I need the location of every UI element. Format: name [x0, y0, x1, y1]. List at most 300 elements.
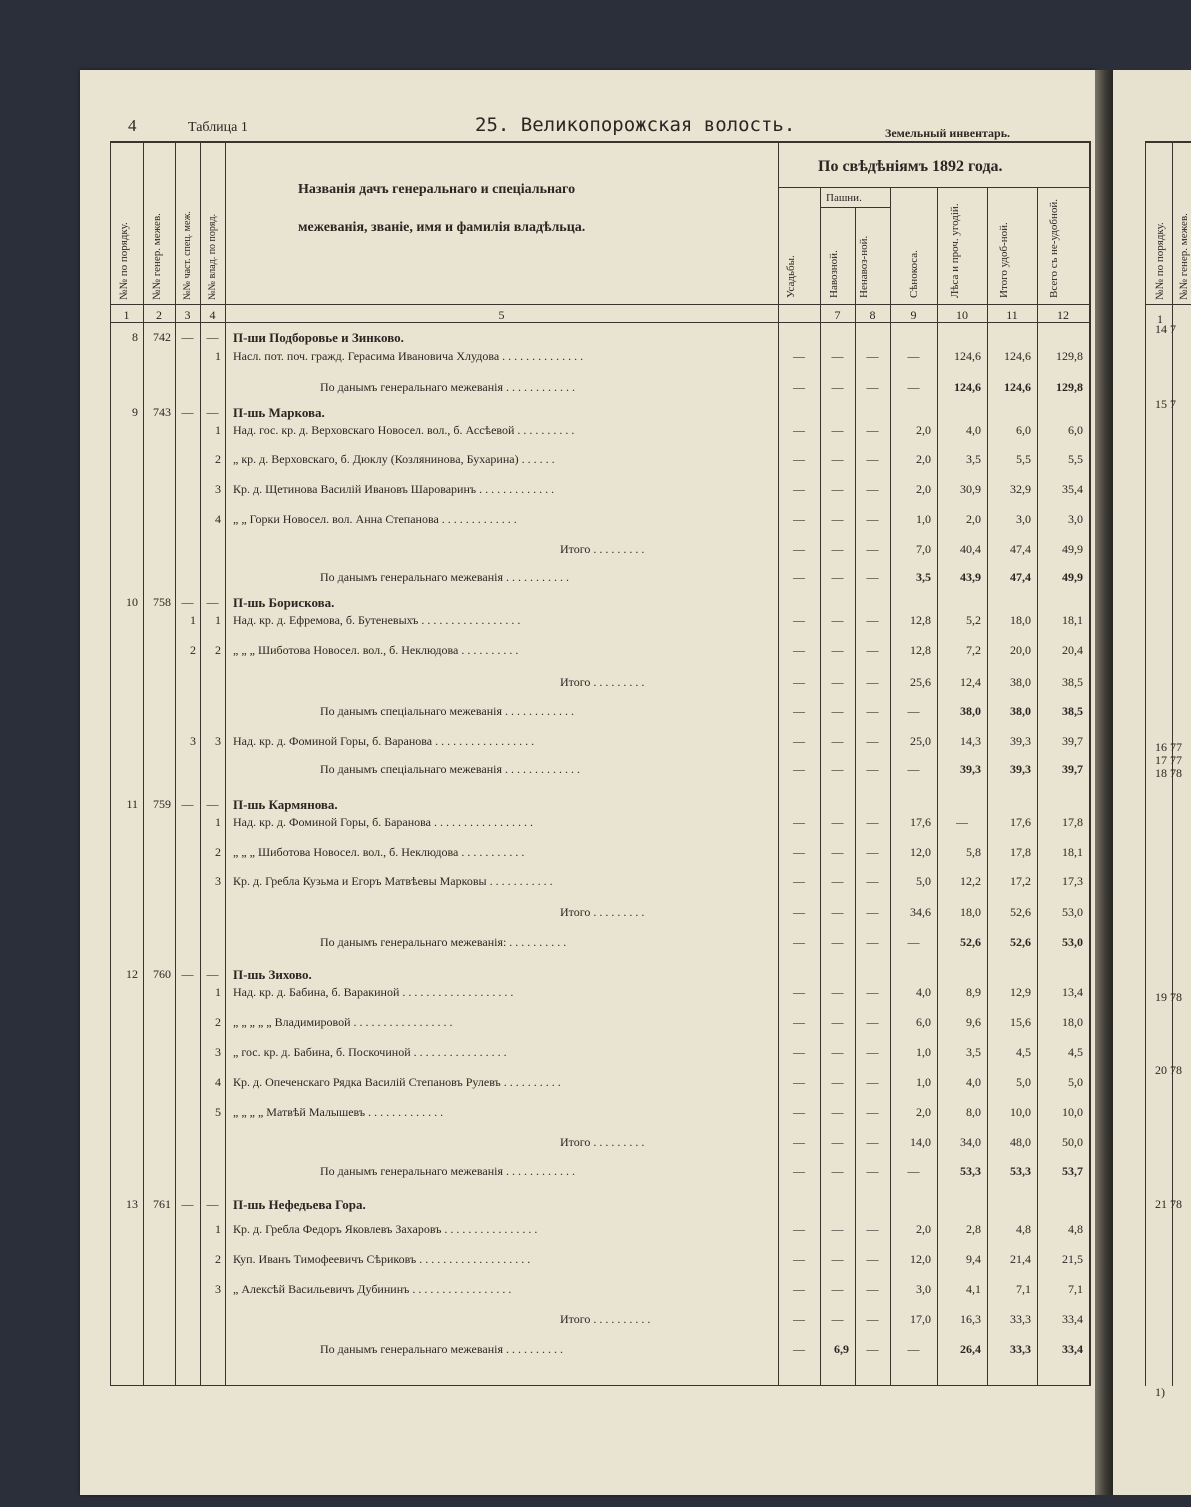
value-c8: — [866, 675, 879, 689]
value-c7: — [831, 1252, 844, 1266]
header-col3: №№ част. спец. меж. [182, 211, 193, 300]
value-c11: 4,8 [1016, 1222, 1031, 1236]
owner-name: Кр. д. Гребла Федоръ Яковлевъ Захаровъ . . . . . . . . . . . . . . . . [233, 1222, 538, 1236]
value-c9: 12,0 [910, 1252, 931, 1266]
header-col2: №№ генер. межев. [151, 213, 163, 300]
value-c8: — [866, 985, 879, 999]
value-c12: 50,0 [1062, 1135, 1083, 1149]
next-page-header-col1: №№ по порядку. [1154, 222, 1166, 300]
value-c7: — [831, 349, 844, 363]
next-page-fragment: 16 77 [1155, 740, 1182, 754]
special-survey-number: — [181, 405, 194, 419]
value-c12: 6,0 [1068, 423, 1083, 437]
owner-name: „ „ „ „ Матвѣй Малышевъ . . . . . . . . . . . . . [233, 1105, 444, 1119]
header-c7: Навозной. [828, 250, 840, 298]
value-c10: 2,8 [966, 1222, 981, 1236]
owner-number: 3 [215, 874, 221, 888]
column-number: 7 [834, 308, 841, 322]
value-c11: 32,9 [1010, 482, 1031, 496]
value-c7: — [831, 1015, 844, 1029]
value-c9: 2,0 [916, 1105, 931, 1119]
value-c11: 38,0 [1010, 675, 1031, 689]
value-c12: 4,8 [1068, 1222, 1083, 1236]
value-c12: 53,0 [1062, 905, 1083, 919]
value-c7: — [831, 1282, 844, 1296]
value-c6: — [793, 1312, 805, 1326]
value-c9: — [907, 349, 920, 363]
value-c12: 129,8 [1056, 380, 1083, 394]
column-number: 3 [184, 308, 191, 322]
value-c10: 40,4 [960, 542, 981, 556]
value-c9: 1,0 [916, 1075, 931, 1089]
owner-number: 1 [215, 815, 221, 829]
owner-number: — [206, 1197, 219, 1211]
value-c8: — [866, 874, 879, 888]
value-c8: — [866, 643, 879, 657]
general-survey-number: 743 [153, 405, 171, 419]
value-c8: — [866, 613, 879, 627]
value-c10: 8,0 [966, 1105, 981, 1119]
header-c10: Лѣса и проч. угодій. [949, 203, 961, 298]
value-c9: 12,8 [910, 613, 931, 627]
subtotal-label: Итого . . . . . . . . . [560, 542, 645, 556]
page-number: 4 [128, 116, 137, 135]
header-col1: №№ по порядку. [118, 222, 130, 300]
owner-number: 1 [215, 349, 221, 363]
owner-number: — [206, 797, 219, 811]
value-c12: 38,5 [1062, 675, 1083, 689]
owner-name: Насл. пот. поч. гражд. Герасима Ивановича Хлудова . . . . . . . . . . . . . . [233, 349, 584, 363]
value-c8: — [866, 1222, 879, 1236]
value-c9: 2,0 [916, 423, 931, 437]
column-number: 1 [123, 308, 130, 322]
value-c7: — [831, 935, 844, 949]
table-top-rule [110, 141, 1090, 143]
value-c10: 5,8 [966, 845, 981, 859]
value-c11: 17,8 [1010, 845, 1031, 859]
value-c7: — [831, 643, 844, 657]
subtotal-label: Итого . . . . . . . . . . [560, 1312, 651, 1326]
value-c12: 18,1 [1062, 845, 1083, 859]
next-page-fragment: 21 78 [1155, 1197, 1182, 1211]
group-header-rule [778, 187, 1090, 188]
next-page-fragment: 20 78 [1155, 1063, 1182, 1077]
value-c10: 2,0 [966, 512, 981, 526]
owner-name: Над. кр. д. Фоминой Горы, б. Баранова . . . . . . . . . . . . . . . . . [233, 815, 533, 829]
estate-name: П-шь Зихово. [233, 967, 312, 982]
value-c6: — [793, 452, 805, 466]
owner-name: „ „ „ Шиботова Новосел. вол., б. Неклюдова . . . . . . . . . . [233, 643, 519, 657]
value-c9: — [907, 935, 920, 949]
value-c10: 43,9 [960, 570, 981, 584]
value-c6: — [793, 482, 805, 496]
next-page-fragment: 19 78 [1155, 990, 1182, 1004]
owner-name: „ кр. д. Верховскаго, б. Дюклу (Козляниновa, Бухарина) . . . . . . [233, 452, 555, 466]
value-c9: 34,6 [910, 905, 931, 919]
special-survey-number: — [181, 967, 194, 981]
value-c7: — [831, 1164, 844, 1178]
owner-number: — [206, 405, 219, 419]
row-number: 10 [126, 595, 138, 609]
value-c6: — [793, 815, 805, 829]
value-c6: — [793, 423, 805, 437]
value-c12: 18,1 [1062, 613, 1083, 627]
owner-name: Над. кр. д. Бабина, б. Варакиной . . . . . . . . . . . . . . . . . . . [233, 985, 514, 999]
value-c11: 47,4 [1010, 542, 1031, 556]
owner-name: „ гос. кр. д. Бабина, б. Поскочиной . . . . . . . . . . . . . . . . [233, 1045, 507, 1059]
general-survey-number: 742 [153, 330, 171, 344]
value-c9: 7,0 [916, 542, 931, 556]
value-c7: — [831, 542, 844, 556]
value-c6: — [793, 1135, 805, 1149]
section-title: Земельный инвентарь. [885, 126, 1011, 140]
value-c6: — [793, 762, 805, 776]
value-c7: — [831, 512, 844, 526]
value-c6: — [793, 613, 805, 627]
value-c10: 9,6 [966, 1015, 981, 1029]
value-c9: 12,8 [910, 643, 931, 657]
value-c7: — [831, 570, 844, 584]
value-c12: 13,4 [1062, 985, 1083, 999]
value-c7: — [831, 1312, 844, 1326]
value-c9: 2,0 [916, 1222, 931, 1236]
value-c7: — [831, 1045, 844, 1059]
value-c12: 38,5 [1062, 704, 1083, 718]
value-c11: 39,3 [1010, 734, 1031, 748]
survey-total-label: По данымъ генеральнаго межеванія . . . . . . . . . . [320, 1342, 563, 1356]
value-c11: 33,3 [1010, 1342, 1031, 1356]
value-c10: 5,2 [966, 613, 981, 627]
header-group: По свѣдѣніямъ 1892 года. [818, 158, 1003, 175]
value-c11: 7,1 [1016, 1282, 1031, 1296]
value-c8: — [866, 1075, 879, 1089]
value-c8: — [866, 542, 879, 556]
value-c8: — [866, 1342, 879, 1356]
value-c9: 6,0 [916, 1015, 931, 1029]
estate-name: П-шь Нефедьева Гора. [233, 1197, 366, 1212]
value-c9: 17,6 [910, 815, 931, 829]
value-c11: 17,2 [1010, 874, 1031, 888]
col-rule [225, 141, 226, 1386]
value-c11: 52,6 [1010, 935, 1031, 949]
value-c8: — [866, 1312, 879, 1326]
value-c10: 12,2 [960, 874, 981, 888]
next-page-col-rule [1145, 141, 1146, 1386]
value-c11: 48,0 [1010, 1135, 1031, 1149]
value-c10: 12,4 [960, 675, 981, 689]
header-col5-line1: Названія дачъ генеральнаго и спеціальнаго [298, 182, 576, 197]
value-c6: — [793, 1105, 805, 1119]
value-c10: — [956, 815, 968, 829]
value-c9: 17,0 [910, 1312, 931, 1326]
value-c9: — [907, 380, 920, 394]
owner-name: „ „ „ Шиботова Новосел. вол., б. Неклюдова . . . . . . . . . . . [233, 845, 525, 859]
value-c8: — [866, 1282, 879, 1296]
general-survey-number: 759 [153, 797, 171, 811]
value-c12: 7,1 [1068, 1282, 1083, 1296]
value-c7: — [831, 1105, 844, 1119]
owner-name: Кр. д. Опеченскаго Рядка Василій Степановъ Рулевъ . . . . . . . . . . [233, 1075, 561, 1089]
value-c10: 3,5 [966, 452, 981, 466]
value-c12: 5,5 [1068, 452, 1083, 466]
value-c12: 35,4 [1062, 482, 1083, 496]
value-c8: — [866, 423, 879, 437]
value-c7: — [831, 734, 844, 748]
value-c10: 124,6 [954, 349, 981, 363]
owner-number: 2 [215, 643, 221, 657]
survey-total-label: По данымъ спеціальнаго межеванія . . . . . . . . . . . . . [320, 762, 580, 776]
value-c10: 16,3 [960, 1312, 981, 1326]
value-c9: 1,0 [916, 1045, 931, 1059]
estate-name: П-ши Подборовье и Зинково. [233, 330, 404, 345]
special-survey-number: — [181, 797, 194, 811]
value-c6: — [793, 570, 805, 584]
value-c6: — [793, 874, 805, 888]
value-c11: 15,6 [1010, 1015, 1031, 1029]
owner-name: Кр. д. Щетинова Василій Ивановъ Шароваринъ . . . . . . . . . . . . . [233, 482, 555, 496]
next-page-top-rule [1145, 141, 1191, 143]
value-c8: — [866, 512, 879, 526]
value-c7: — [831, 1075, 844, 1089]
owner-name: Куп. Иванъ Тимофеевичъ Сѣриковъ . . . . . . . . . . . . . . . . . . . [233, 1252, 531, 1266]
next-page-col-number: 1 [1157, 312, 1163, 326]
special-survey-number: — [181, 1197, 194, 1211]
value-c7: — [831, 845, 844, 859]
general-survey-number: 760 [153, 967, 171, 981]
owner-number: 2 [215, 1015, 221, 1029]
header-plough: Пашни. [826, 192, 862, 204]
col-rule [987, 187, 988, 1386]
value-c12: 33,4 [1062, 1342, 1083, 1356]
value-c8: — [866, 1164, 879, 1178]
value-c12: 21,5 [1062, 1252, 1083, 1266]
general-survey-number: 758 [153, 595, 171, 609]
value-c12: 18,0 [1062, 1015, 1083, 1029]
general-survey-number: 761 [153, 1197, 171, 1211]
value-c12: 53,7 [1062, 1164, 1083, 1178]
value-c12: 5,0 [1068, 1075, 1083, 1089]
value-c6: — [793, 1015, 805, 1029]
value-c6: — [793, 349, 805, 363]
value-c10: 7,2 [966, 643, 981, 657]
value-c6: — [793, 935, 805, 949]
value-c10: 18,0 [960, 905, 981, 919]
value-c10: 34,0 [960, 1135, 981, 1149]
value-c12: 129,8 [1056, 349, 1083, 363]
value-c10: 38,0 [960, 704, 981, 718]
value-c11: 52,6 [1010, 905, 1031, 919]
value-c11: 12,9 [1010, 985, 1031, 999]
value-c12: 39,7 [1062, 734, 1083, 748]
value-c10: 53,3 [960, 1164, 981, 1178]
value-c8: — [866, 1045, 879, 1059]
special-survey-number: — [181, 595, 194, 609]
value-c8: — [866, 482, 879, 496]
value-c6: — [793, 675, 805, 689]
value-c12: 53,0 [1062, 935, 1083, 949]
header-c12: Всего съ не-удобной. [1048, 199, 1060, 298]
value-c10: 39,3 [960, 762, 981, 776]
value-c6: — [793, 1252, 805, 1266]
value-c9: 2,0 [916, 482, 931, 496]
value-c10: 8,9 [966, 985, 981, 999]
value-c7: — [831, 985, 844, 999]
value-c10: 4,0 [966, 423, 981, 437]
special-survey-number: — [181, 330, 194, 344]
value-c11: 33,3 [1010, 1312, 1031, 1326]
owner-name: „ Алексѣй Васильевичъ Дубининъ . . . . . . . . . . . . . . . . . [233, 1282, 512, 1296]
value-c10: 124,6 [954, 380, 981, 394]
value-c8: — [866, 1252, 879, 1266]
value-c7: — [831, 452, 844, 466]
owner-number: 3 [215, 1282, 221, 1296]
value-c6: — [793, 845, 805, 859]
survey-total-label: По данымъ спеціальнаго межеванія . . . . . . . . . . . . [320, 704, 574, 718]
value-c8: — [866, 570, 879, 584]
value-c11: 21,4 [1010, 1252, 1031, 1266]
column-number: 9 [910, 308, 917, 322]
header-c11: Итого удоб-ной. [998, 222, 1010, 298]
owner-number: 1 [215, 985, 221, 999]
value-c8: — [866, 935, 879, 949]
value-c12: 17,8 [1062, 815, 1083, 829]
owner-number: 2 [215, 452, 221, 466]
value-c6: — [793, 643, 805, 657]
value-c9: 2,0 [916, 452, 931, 466]
value-c10: 52,6 [960, 935, 981, 949]
value-c11: 17,6 [1010, 815, 1031, 829]
owner-name: Над. гос. кр. д. Верховскаго Новосел. вол., б. Ассѣевой . . . . . . . . . . [233, 423, 575, 437]
value-c11: 53,3 [1010, 1164, 1031, 1178]
value-c6: — [793, 1164, 805, 1178]
value-c11: 124,6 [1004, 380, 1031, 394]
special-survey-number: 2 [190, 643, 196, 657]
value-c6: — [793, 734, 805, 748]
value-c8: — [866, 762, 879, 776]
value-c7: — [831, 815, 844, 829]
owner-number: 2 [215, 845, 221, 859]
value-c7: — [831, 423, 844, 437]
value-c6: — [793, 1045, 805, 1059]
owner-number: 4 [215, 512, 221, 526]
owner-number: 1 [215, 1222, 221, 1236]
value-c9: — [907, 762, 920, 776]
col-rule [820, 187, 821, 1386]
table-label: Таблица 1 [188, 120, 248, 135]
value-c11: 5,5 [1016, 452, 1031, 466]
column-number: 8 [869, 308, 876, 322]
special-survey-number: 3 [190, 734, 196, 748]
owner-number: 1 [215, 613, 221, 627]
value-c6: — [793, 512, 805, 526]
table-bottom-rule [110, 1385, 1090, 1386]
value-c11: 5,0 [1016, 1075, 1031, 1089]
survey-total-label: По данымъ генеральнаго межеванія: . . . . . . . . . . [320, 935, 567, 949]
value-c6: — [793, 905, 805, 919]
value-c6: — [793, 985, 805, 999]
value-c8: — [866, 905, 879, 919]
value-c7: — [831, 704, 844, 718]
value-c8: — [866, 734, 879, 748]
value-c7: — [831, 380, 844, 394]
value-c8: — [866, 1135, 879, 1149]
col-rule [1089, 141, 1091, 1386]
value-c7: — [831, 613, 844, 627]
value-c9: 25,6 [910, 675, 931, 689]
survey-total-label: По данымъ генеральнаго межеванія . . . . . . . . . . . . [320, 1164, 575, 1178]
value-c7: — [831, 1222, 844, 1236]
value-c11: 39,3 [1010, 762, 1031, 776]
next-page-fragment: 17 77 [1155, 753, 1182, 767]
value-c11: 4,5 [1016, 1045, 1031, 1059]
value-c12: 49,9 [1062, 542, 1083, 556]
value-c6: — [793, 1075, 805, 1089]
column-number: 10 [956, 308, 968, 322]
value-c9: 3,5 [916, 570, 931, 584]
value-c12: 10,0 [1062, 1105, 1083, 1119]
row-number: 11 [126, 797, 138, 811]
page-title: 25. Великопорожская волость. [475, 114, 796, 136]
value-c9: 14,0 [910, 1135, 931, 1149]
value-c6: — [793, 1342, 805, 1356]
estate-name: П-шь Кармянова. [233, 797, 338, 812]
value-c9: 4,0 [916, 985, 931, 999]
row-number: 12 [126, 967, 138, 981]
value-c8: — [866, 845, 879, 859]
value-c9: 25,0 [910, 734, 931, 748]
owner-name: Над. кр. д. Фоминой Горы, б. Варанова . . . . . . . . . . . . . . . . . [233, 734, 535, 748]
value-c11: 18,0 [1010, 613, 1031, 627]
value-c9: 5,0 [916, 874, 931, 888]
next-page-fragment: 18 78 [1155, 766, 1182, 780]
value-c10: 4,1 [966, 1282, 981, 1296]
owner-name: „ „ „ „ „ Владимировой . . . . . . . . . . . . . . . . . [233, 1015, 453, 1029]
next-page-fragment: 15 7 [1155, 397, 1176, 411]
column-number: 12 [1057, 308, 1069, 322]
book-gutter [1095, 70, 1113, 1495]
col-rule [937, 187, 938, 1386]
value-c9: — [907, 704, 920, 718]
value-c12: 39,7 [1062, 762, 1083, 776]
value-c9: — [907, 1164, 920, 1178]
value-c10: 4,0 [966, 1075, 981, 1089]
value-c12: 20,4 [1062, 643, 1083, 657]
value-c11: 20,0 [1010, 643, 1031, 657]
value-c11: 6,0 [1016, 423, 1031, 437]
value-c6: — [793, 1222, 805, 1236]
value-c8: — [866, 815, 879, 829]
owner-number: 1 [215, 423, 221, 437]
owner-number: — [206, 595, 219, 609]
value-c6: — [793, 704, 805, 718]
value-c8: — [866, 380, 879, 394]
column-number: 11 [1006, 308, 1018, 322]
value-c10: 26,4 [960, 1342, 981, 1356]
value-c11: 3,0 [1016, 512, 1031, 526]
value-c12: 49,9 [1062, 570, 1083, 584]
value-c9: — [907, 1342, 920, 1356]
value-c8: — [866, 704, 879, 718]
value-c12: 17,3 [1062, 874, 1083, 888]
next-page-header-rule [1145, 304, 1191, 305]
owner-name: Кр. д. Гребла Кузьма и Егоръ Матвѣевы Марковы . . . . . . . . . . . [233, 874, 553, 888]
value-c11: 47,4 [1010, 570, 1031, 584]
estate-name: П-шь Борискова. [233, 595, 335, 610]
column-number: 5 [498, 308, 505, 322]
value-c8: — [866, 452, 879, 466]
value-c11: 10,0 [1010, 1105, 1031, 1119]
owner-name: Над. кр. д. Ефремова, б. Бутеневыхъ . . . . . . . . . . . . . . . . . [233, 613, 521, 627]
